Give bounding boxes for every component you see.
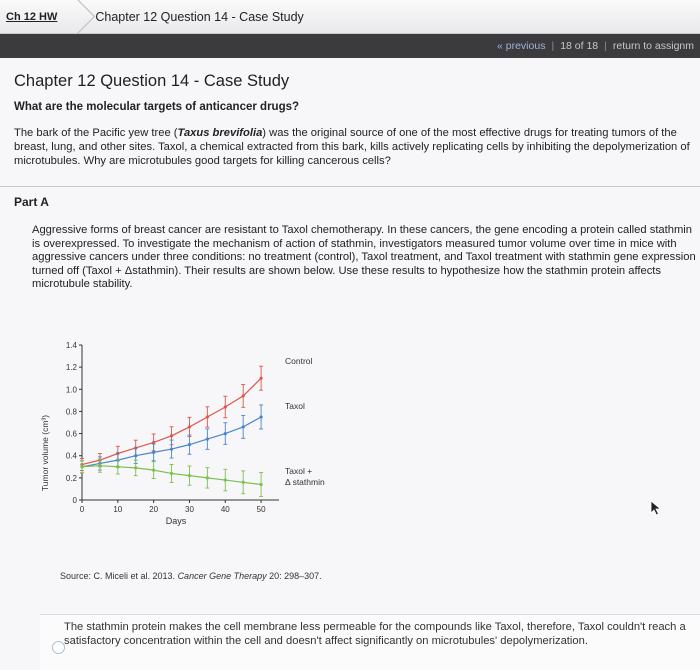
nav-divider: | xyxy=(551,40,555,52)
breadcrumb-separator xyxy=(67,0,81,34)
x-tick-label: 40 xyxy=(220,505,230,514)
data-point xyxy=(98,464,101,467)
question-position: 18 of 18 xyxy=(560,40,599,52)
question-navigation-bar xyxy=(0,34,700,58)
y-tick-label: 0 xyxy=(72,496,77,505)
intro-text-2: ) was the original source of one of the most effective drugs for treating tumors of the breast, lung, and other sites. Taxol, a chemical extracted from this bark, kills actively replicating cells by inhibiting the depolymerization of microtubules. Why are microtubules good targets for killing cancerous cells? xyxy=(14,127,690,167)
y-axis-label: Tumor volume (cm³) xyxy=(40,414,50,492)
data-point xyxy=(188,474,191,477)
intro-species-name: Taxus brevifolia xyxy=(177,127,263,139)
mouse-pointer-icon xyxy=(650,500,662,516)
question-content xyxy=(0,58,700,670)
data-point xyxy=(242,394,245,397)
part-a-label[interactable]: Part A xyxy=(14,195,49,209)
part-a-body: Aggressive forms of breast cancer are resistant to Taxol chemotherapy. In these cancers, the gene encoding a protein called stathmin is overexpressed. To investigate the mechanism of action of stathmin, investigators measured tumor volume over time in mice with aggressive cancers under three conditions: no treatment (control), Taxol treatment, and Taxol treatment with stathmin gene expression turned off (Taxol + Δstathmin). Their results are shown below. Use these results to hypothesize how the stathmin protein affects microtubule stability. xyxy=(32,224,696,291)
source-suffix: 20: 298–307. xyxy=(266,571,322,581)
data-point xyxy=(134,454,137,457)
tumor-volume-chart xyxy=(34,333,354,533)
y-tick-label: 1.0 xyxy=(65,385,77,395)
data-point xyxy=(259,415,262,418)
data-point xyxy=(152,451,155,454)
data-point xyxy=(116,465,119,468)
legend-control: Control xyxy=(285,356,313,366)
data-point xyxy=(170,434,173,437)
x-tick-label: 50 xyxy=(256,505,266,514)
figure-source xyxy=(60,571,322,581)
previous-link[interactable]: « previous xyxy=(497,40,546,52)
legend-taxol: Taxol xyxy=(285,401,305,411)
x-axis-label: Days xyxy=(165,516,187,526)
data-point xyxy=(188,425,191,428)
legend-stathmin-line1: Taxol + xyxy=(285,466,313,476)
data-point xyxy=(259,377,262,380)
top-breadcrumb-bar xyxy=(0,0,700,34)
x-tick-label: 30 xyxy=(185,505,194,514)
data-point xyxy=(170,472,173,475)
data-point xyxy=(259,483,262,486)
source-prefix: Source: C. Miceli et al. 2013. xyxy=(60,571,178,581)
y-tick-label: 0.2 xyxy=(65,473,77,483)
data-point xyxy=(242,425,245,428)
answer-option[interactable] xyxy=(40,614,700,670)
data-point xyxy=(80,465,83,468)
y-tick-label: 1.2 xyxy=(65,363,77,373)
data-point xyxy=(134,466,137,469)
intro-text-1: The bark of the Pacific yew tree ( xyxy=(14,127,178,139)
x-tick-label: 0 xyxy=(79,505,85,514)
data-point xyxy=(188,443,191,446)
breadcrumb-current-title: Chapter 12 Question 14 - Case Study xyxy=(95,9,304,24)
data-point xyxy=(206,415,209,418)
y-tick-label: 0.8 xyxy=(65,407,77,417)
question-subtitle: What are the molecular targets of anticancer drugs? xyxy=(14,101,300,113)
question-intro xyxy=(14,126,696,168)
answer-option-text: The stathmin protein makes the cell membrane less permeable for the compounds like Taxol, therefore, Taxol couldn't reach a satisfactory concentration within the cell and doesn't affect significantly on microtubules' depolymerization. xyxy=(64,621,686,647)
y-tick-label: 0.6 xyxy=(65,429,77,439)
data-point xyxy=(206,476,209,479)
question-title: Chapter 12 Question 14 - Case Study xyxy=(14,72,290,90)
y-tick-label: 1.4 xyxy=(65,341,77,350)
data-point xyxy=(224,405,227,408)
data-point xyxy=(170,447,173,450)
data-point xyxy=(152,469,155,472)
return-to-assignment-link[interactable]: return to assignm xyxy=(612,40,694,52)
x-tick-label: 20 xyxy=(149,505,159,514)
legend-stathmin-line2: Δ stathmin xyxy=(285,477,325,487)
data-point xyxy=(224,432,227,435)
x-tick-label: 10 xyxy=(113,505,123,514)
y-tick-label: 0.4 xyxy=(65,451,77,461)
source-journal: Cancer Gene Therapy xyxy=(177,571,267,581)
data-point xyxy=(224,478,227,481)
section-divider xyxy=(0,186,700,187)
data-point xyxy=(242,481,245,484)
breadcrumb-assignment-link[interactable]: Ch 12 HW xyxy=(6,10,58,23)
nav-divider: | xyxy=(604,40,607,52)
data-point xyxy=(206,438,209,441)
